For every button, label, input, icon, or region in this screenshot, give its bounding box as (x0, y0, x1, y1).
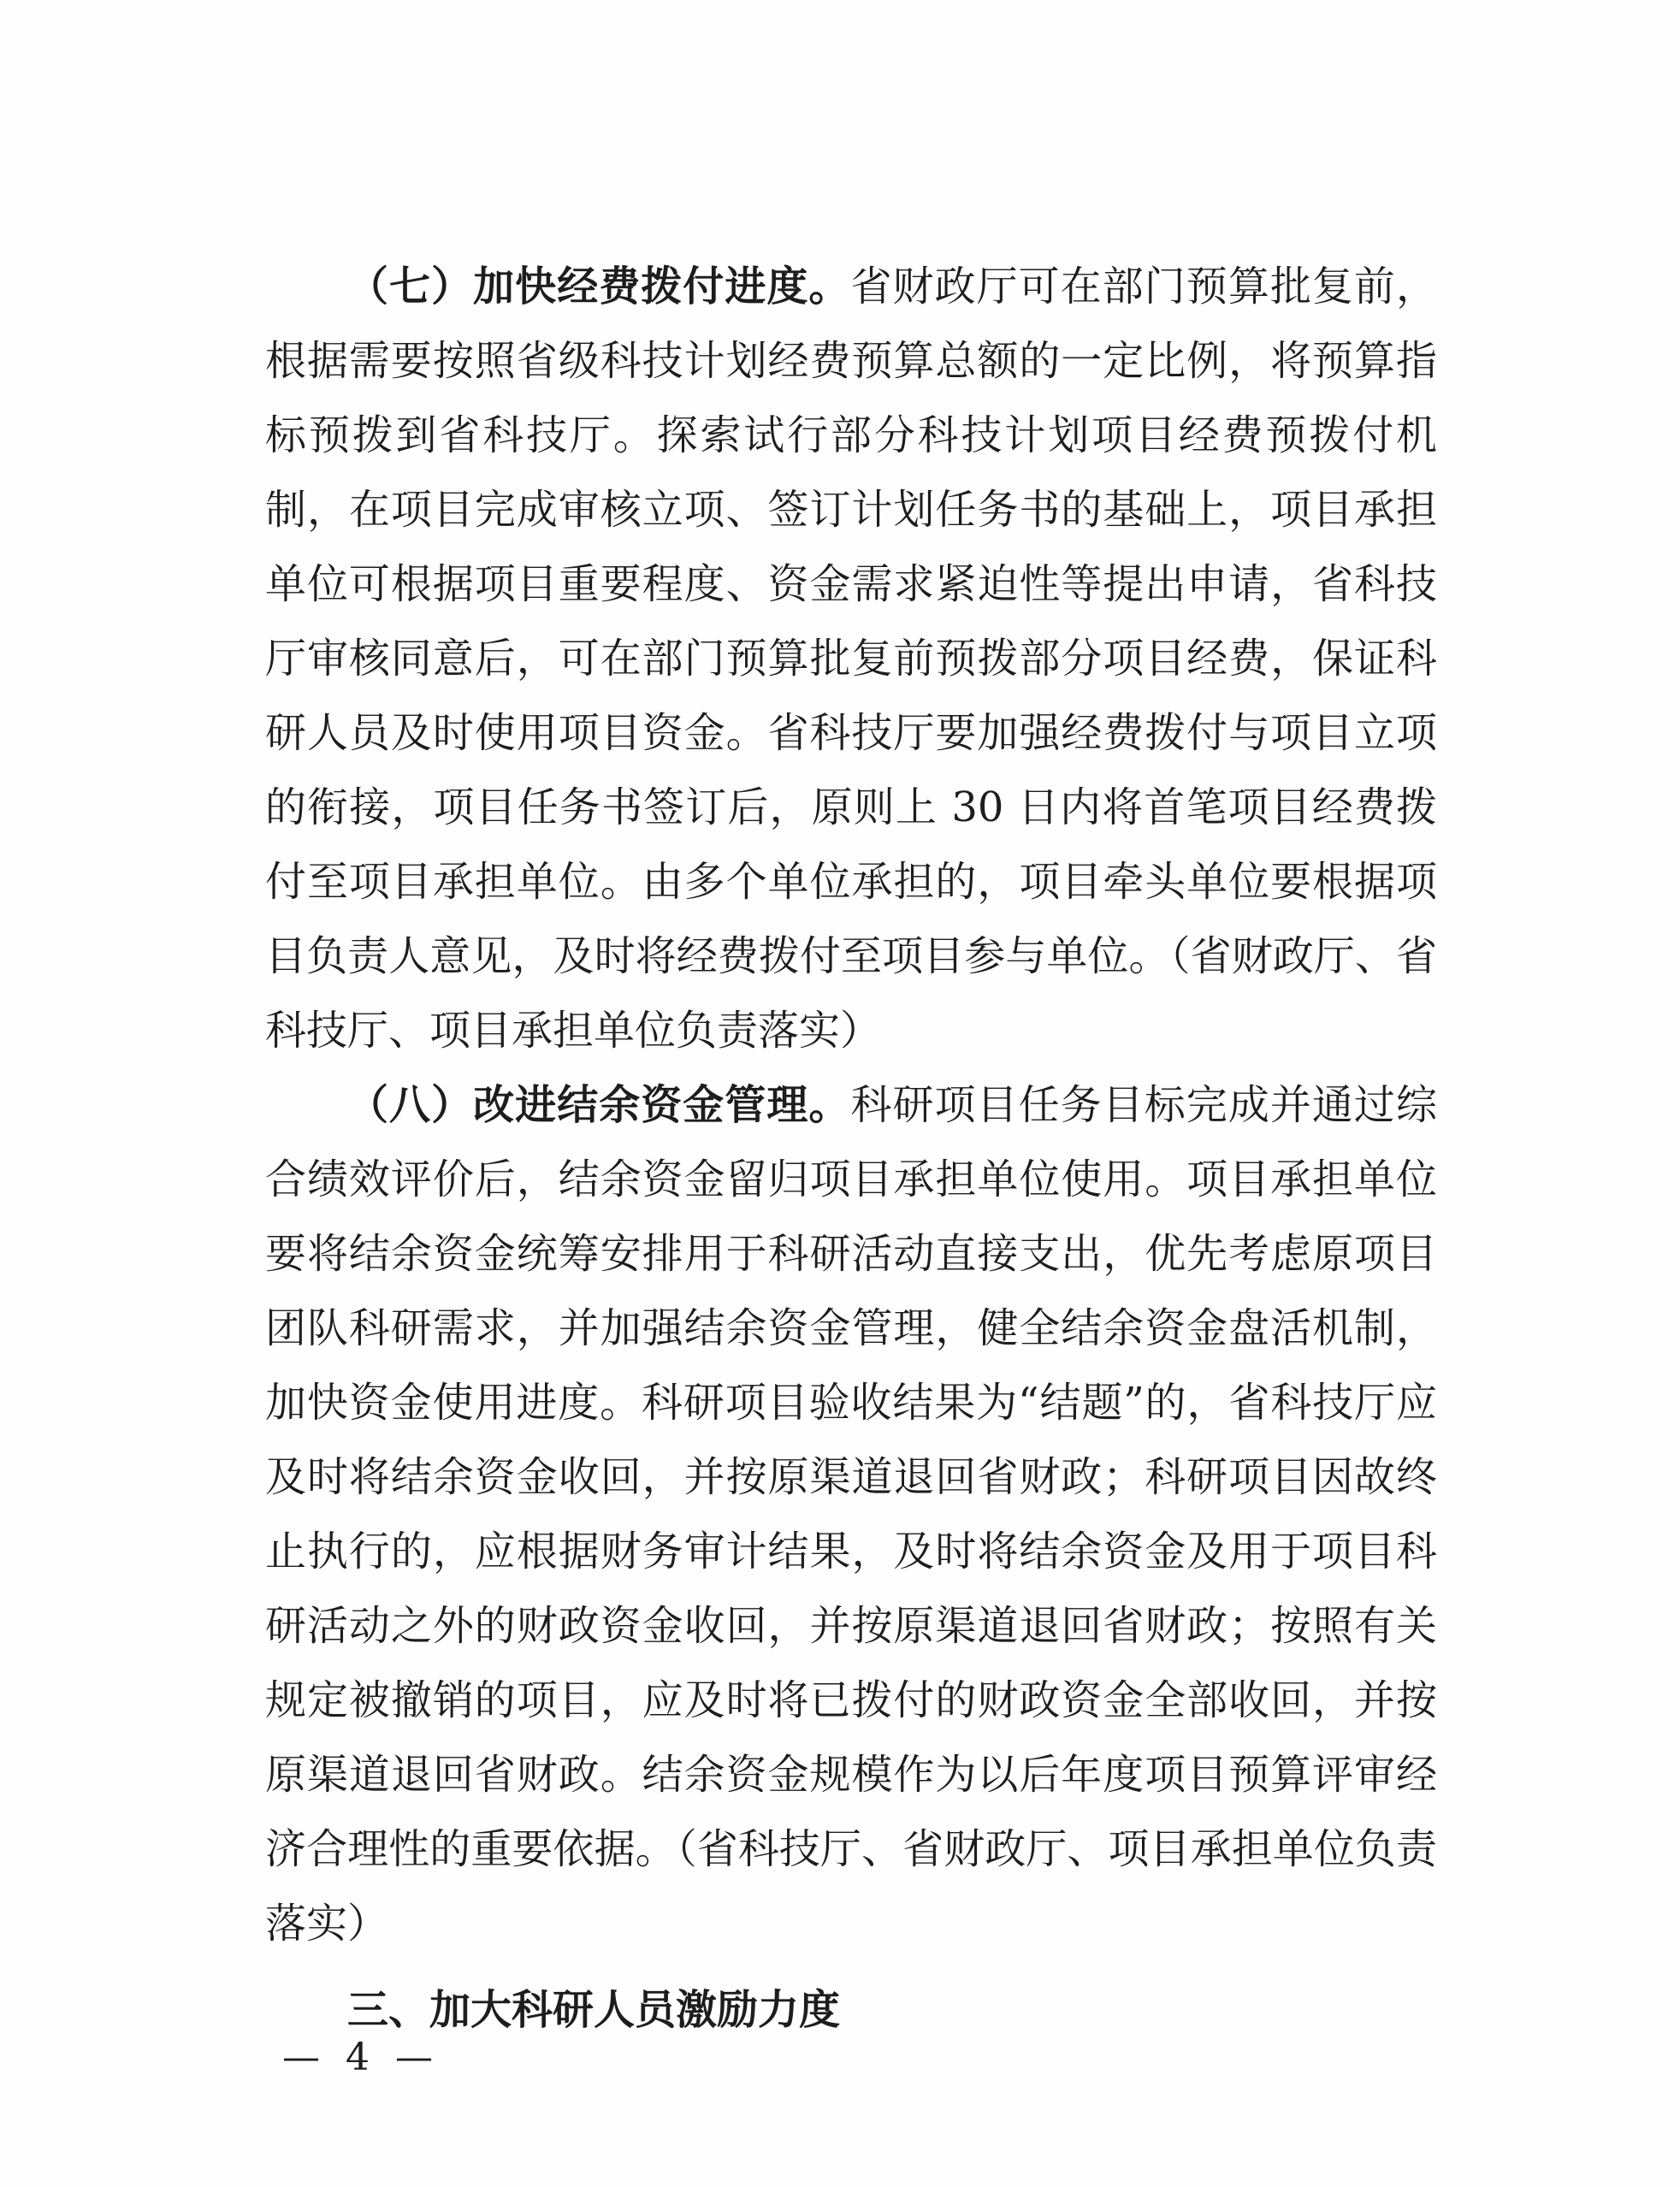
paragraph-section-7 (265, 250, 1437, 1068)
section-7-lead: （七）加快经费拨付进度。 (347, 263, 851, 310)
page-footer (282, 2036, 435, 2079)
document-body (265, 250, 1437, 2048)
section-8-lead: （八）改进结余资金管理。 (347, 1081, 851, 1129)
paragraph-section-8 (265, 1068, 1437, 1961)
footer-dash-left: — (282, 2036, 322, 2079)
section-8-body: 科研项目任务目标完成并通过综合绩效评价后，结余资金留归项目承担单位使用。项目承担单位要将结余资金统筹安排用于科研活动直接支出，优先考虑原项目团队科研需求，并加强结余资金管理，健全结余资金盘活机制，加快资金使用进度。科研项目验收结果为“结题”的，省科技厅应及时将结余资金收回，并按原渠道退回省财政；科研项目因故终止执行的，应根据财务审计结果，及时将结余资金及用于项目科研活动之外的财政资金收回，并按原渠道退回省财政；按照有关规定被撤销的项目，应及时将已拨付的财政资金全部收回，并按原渠道退回省财政。结余资金规模作为以后年度项目预算评审经济合理性的重要依据。（省科技厅、省财政厅、项目承担单位负责落实） (265, 1081, 1437, 1948)
section-heading-3: 三、加大科研人员激励力度 (347, 1986, 841, 2034)
footer-dash-right: — (395, 2036, 435, 2079)
page-number: 4 (346, 2036, 371, 2079)
section-7-body: 省财政厅可在部门预算批复前，根据需要按照省级科技计划经费预算总额的一定比例，将预算指标预拨到省科技厅。探索试行部分科技计划项目经费预拨付机制，在项目完成审核立项、签订计划任务书的基础上，项目承担单位可根据项目重要程度、资金需求紧迫性等提出申请，省科技厅审核同意后，可在部门预算批复前预拨部分项目经费，保证科研人员及时使用项目资金。省科技厅要加强经费拨付与项目立项的衔接，项目任务书签订后，原则上 30 日内将首笔项目经费拨付至项目承担单位。由多个单位承担的，项目牵头单位要根据项目负责人意见，及时将经费拨付至项目参与单位。（省财政厅、省科技厅、项目承担单位负责落实） (265, 263, 1437, 1055)
